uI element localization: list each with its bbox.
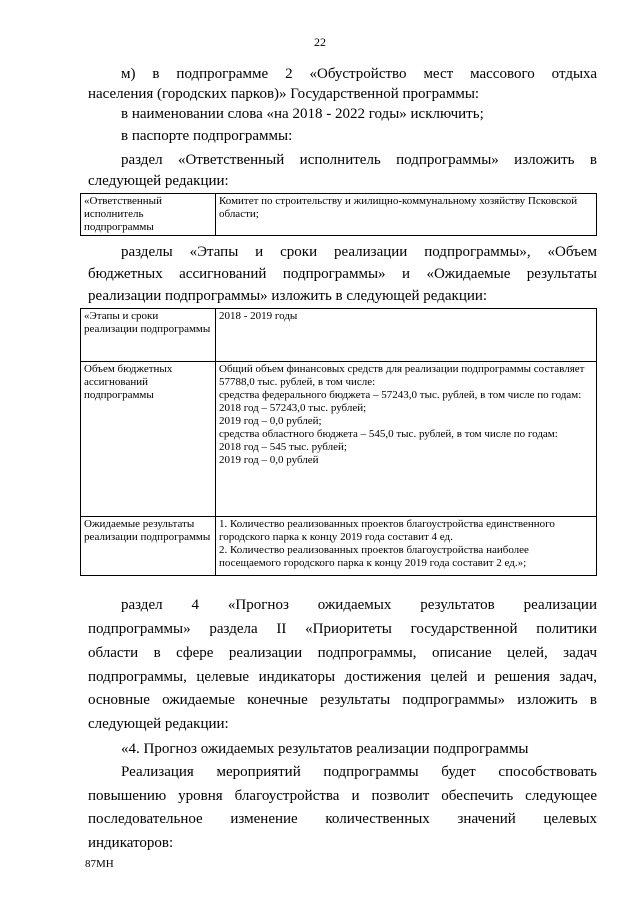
text-line: следующей редакции: <box>88 173 229 189</box>
text-line: Реализация мероприятий подпрограммы будет способствовать <box>121 764 597 780</box>
text-line: раздел 4 «Прогноз ожидаемых результатов реализации <box>121 597 597 613</box>
text-line: основные ожидаемые конечные результаты подпрограммы» изложить в <box>88 692 597 708</box>
result-line: 1. Количество реализованных проектов благоустройства единственного городского парка к концу 2019 года составит 4 ед. <box>219 518 555 543</box>
table-cell-value <box>216 362 597 517</box>
text-line: последовательное изменение количественных значений целевых <box>88 811 597 827</box>
table-row <box>81 362 597 517</box>
text-line: в паспорте подпрограммы: <box>121 128 293 144</box>
text-line: разделы «Этапы и сроки реализации подпрограммы», «Объем <box>121 244 597 260</box>
budget-line: 2019 год – 0,0 рублей; <box>219 415 322 427</box>
text-line: раздел «Ответственный исполнитель подпрограммы» изложить в <box>121 152 597 168</box>
table-cell-label: Ожидаемые результаты реализации подпрограммы <box>81 517 216 576</box>
text-line: индикаторов: <box>88 835 174 851</box>
text-line: подпрограммы, целевые индикаторы достижения целей и решения задач, <box>88 669 597 685</box>
table-row <box>81 194 597 236</box>
text-line: бюджетных ассигнований подпрограммы» и «Ожидаемые результаты <box>88 266 597 282</box>
table-row <box>81 309 597 362</box>
text-line: населения (городских парков)» Государственной программы: <box>88 86 480 102</box>
table-cell-value <box>216 517 597 576</box>
text-line: в наименовании слова «на 2018 - 2022 годы» исключить; <box>121 106 484 122</box>
section-heading: «4. Прогноз ожидаемых результатов реализации подпрограммы <box>121 741 529 757</box>
budget-line: средства областного бюджета – 545,0 тыс. рублей, в том числе по годам: <box>219 428 558 440</box>
budget-line: 2019 год – 0,0 рублей <box>219 454 319 466</box>
budget-line: Общий объем финансовых средств для реализации подпрограммы составляет 57788,0 тыс. рублей, в том числе: <box>219 363 585 388</box>
table-cell-label: Объем бюджетных ассигнований подпрограммы <box>81 362 216 517</box>
table-row <box>81 517 597 576</box>
budget-line: средства федерального бюджета – 57243,0 тыс. рублей, в том числе по годам: <box>219 389 582 401</box>
text-line: подпрограммы» раздела II «Приоритеты государственной политики <box>88 621 597 637</box>
text-line: м) в подпрограмме 2 «Обустройство мест массового отдыха <box>121 66 597 82</box>
budget-line: 2018 год – 545 тыс. рублей; <box>219 441 347 453</box>
table-cell-value: 2018 - 2019 годы <box>216 309 597 362</box>
table-cell-label: «Ответственный исполнитель подпрограммы <box>81 194 216 236</box>
text-line: следующей редакции: <box>88 716 229 732</box>
subprogram-passport-table <box>80 308 597 576</box>
text-line: реализации подпрограммы» изложить в следующей редакции: <box>88 288 488 304</box>
document-code: 87МН <box>85 858 114 870</box>
responsible-executor-table <box>80 193 597 236</box>
text-line: области в сфере реализации подпрограммы, описание целей, задач <box>88 645 597 661</box>
text-line: повышению уровня благоустройства и позволит обеспечить следующее <box>88 788 597 804</box>
budget-line: 2018 год – 57243,0 тыс. рублей; <box>219 402 367 414</box>
table-cell-value: Комитет по строительству и жилищно-коммунальному хозяйству Псковской области; <box>216 194 597 236</box>
page-number: 22 <box>314 35 326 49</box>
table-cell-label: «Этапы и сроки реализации подпрограммы <box>81 309 216 362</box>
result-line: 2. Количество реализованных проектов благоустройства наиболее посещаемого городского парка к концу 2019 года составит 2 ед.»; <box>219 544 529 569</box>
